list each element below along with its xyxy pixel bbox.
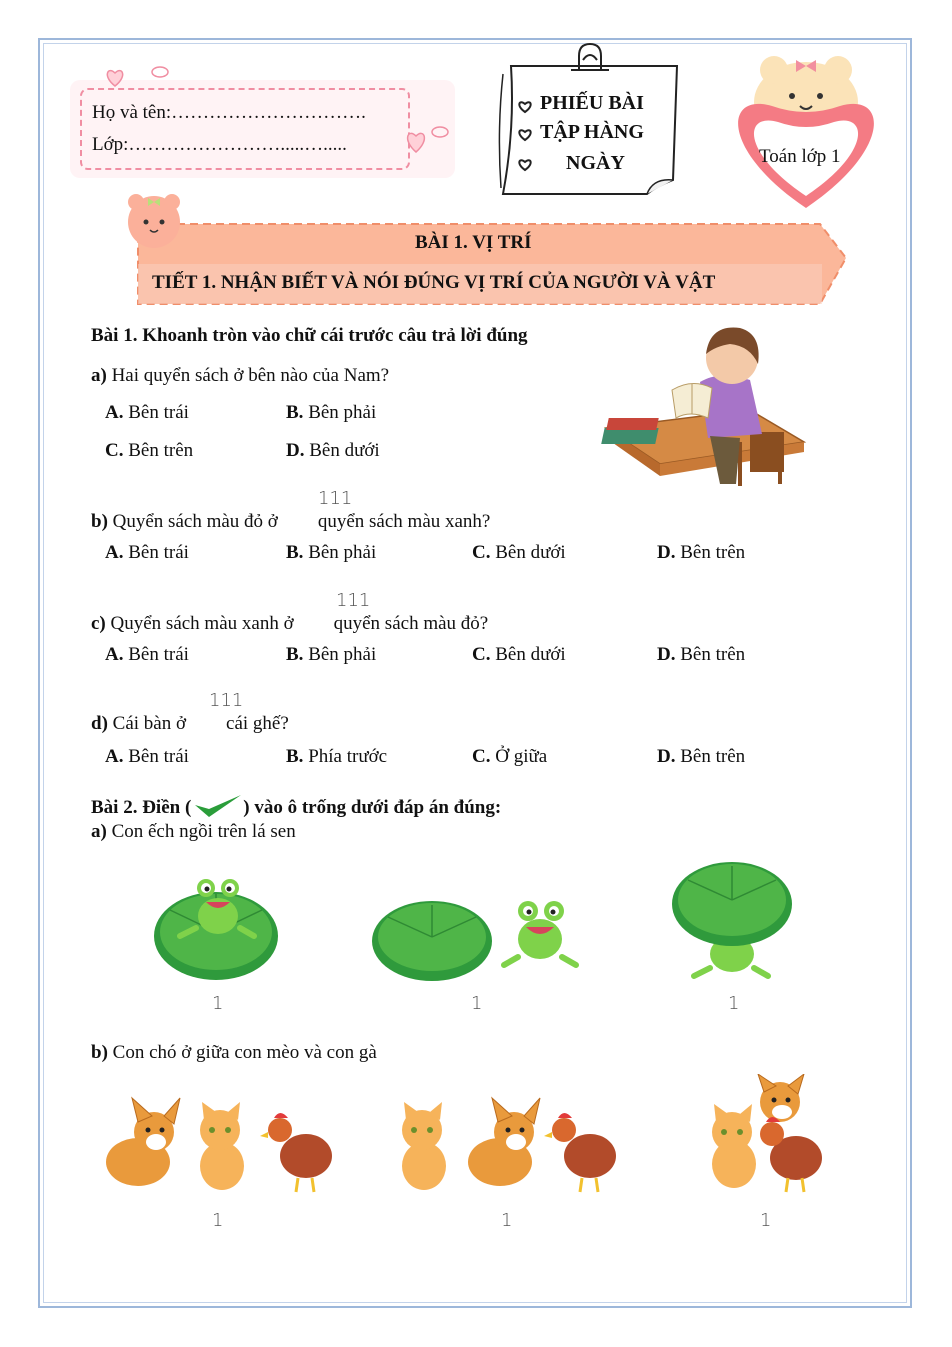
option-1b-b[interactable]: B. Bên phải	[286, 542, 377, 563]
frog-icon	[504, 901, 576, 965]
worksheet-line-3: NGÀY	[566, 152, 625, 174]
blank-marker: 111	[318, 488, 353, 509]
class-field[interactable]: Lớp:…………………….....….....	[92, 134, 347, 155]
option-1b-c[interactable]: C. Bên dưới	[472, 542, 566, 563]
question-1b: b) Quyển sách màu đỏ ở quyển sách màu xanh?	[91, 511, 491, 532]
heart-icon	[100, 64, 190, 94]
cat-icon	[712, 1104, 756, 1188]
question-2b: b) Con chó ở giữa con mèo và con gà	[91, 1042, 377, 1063]
rooster-icon	[760, 1117, 822, 1192]
dog-icon	[758, 1074, 804, 1122]
option-1a-c[interactable]: C. Bên trên	[105, 440, 194, 461]
exercise-1-heading: Bài 1. Khoanh tròn vào chữ cái trước câu trả lời đúng	[91, 325, 528, 346]
answer-box-2a-3[interactable]: 1	[728, 993, 740, 1014]
rooster-icon	[260, 1113, 332, 1192]
question-1c: c) Quyển sách màu xanh ở quyển sách màu đỏ?	[91, 613, 489, 634]
option-1a-d[interactable]: D. Bên dưới	[286, 440, 380, 461]
blank-marker: 111	[209, 690, 244, 711]
frog-under-lily-pad[interactable]	[668, 858, 794, 982]
name-field[interactable]: Họ và tên:………………………….	[92, 102, 366, 123]
frog-beside-lily-pad[interactable]	[370, 895, 582, 985]
bear-icon	[730, 40, 890, 210]
heart-icon	[513, 96, 537, 176]
option-1c-d[interactable]: D. Bên trên	[657, 644, 746, 665]
clip-icon	[565, 40, 615, 74]
answer-box-2b-2[interactable]: 1	[501, 1210, 513, 1231]
animals-group-1[interactable]	[98, 1096, 338, 1196]
question-1d: d) Cái bàn ở cái ghế?	[91, 713, 289, 734]
cat-icon	[402, 1102, 446, 1190]
option-1c-c[interactable]: C. Bên dưới	[472, 644, 566, 665]
worksheet-line-2: TẬP HÀNG	[540, 121, 644, 143]
blank-marker: 111	[336, 590, 371, 611]
rooster-icon	[544, 1113, 616, 1192]
option-1d-b[interactable]: B. Phía trước	[286, 746, 388, 767]
question-text: Hai quyển sách ở bên nào của Nam?	[111, 365, 390, 386]
option-1d-c[interactable]: C. Ở giữa	[472, 746, 548, 767]
lesson-subtitle: TIẾT 1. NHẬN BIẾT VÀ NÓI ĐÚNG VỊ TRÍ CỦA NGƯỜI VÀ VẬT	[152, 272, 716, 293]
dog-icon	[468, 1098, 540, 1186]
frog-on-lily-pad[interactable]	[150, 870, 290, 982]
answer-box-2b-3[interactable]: 1	[760, 1210, 772, 1231]
answer-box-2a-2[interactable]: 1	[471, 993, 483, 1014]
checkmark-icon	[191, 793, 243, 819]
grade-label: Toán lớp 1	[759, 146, 841, 167]
option-1d-a[interactable]: A. Bên trái	[105, 746, 189, 767]
option-1b-d[interactable]: D. Bên trên	[657, 542, 746, 563]
animals-group-2[interactable]	[384, 1096, 624, 1196]
question-1a	[91, 364, 389, 388]
answer-box-2b-1[interactable]: 1	[212, 1210, 224, 1231]
worksheet-line-1: PHIẾU BÀI	[540, 92, 644, 114]
question-label: a)	[91, 365, 107, 386]
option-1a-b[interactable]: B. Bên phải	[286, 402, 377, 423]
dog-icon	[106, 1098, 180, 1186]
cat-icon	[200, 1102, 244, 1190]
option-1c-b[interactable]: B. Bên phải	[286, 644, 377, 665]
exercise-2-heading: Bài 2. Điền ( ) vào ô trống dưới đáp án đúng:	[91, 793, 501, 820]
lesson-title: BÀI 1. VỊ TRÍ	[415, 232, 532, 253]
question-2a: a) Con ếch ngồi trên lá sen	[91, 821, 296, 842]
boy-reading-icon	[600, 318, 810, 494]
animals-group-3[interactable]	[700, 1074, 834, 1196]
option-1b-a[interactable]: A. Bên trái	[105, 542, 189, 563]
option-1c-a[interactable]: A. Bên trái	[105, 644, 189, 665]
answer-box-2a-1[interactable]: 1	[212, 993, 224, 1014]
option-1d-d[interactable]: D. Bên trên	[657, 746, 746, 767]
name-box-border	[80, 88, 410, 170]
heart-icon	[398, 122, 458, 162]
option-1a-a[interactable]: A. Bên trái	[105, 402, 189, 423]
